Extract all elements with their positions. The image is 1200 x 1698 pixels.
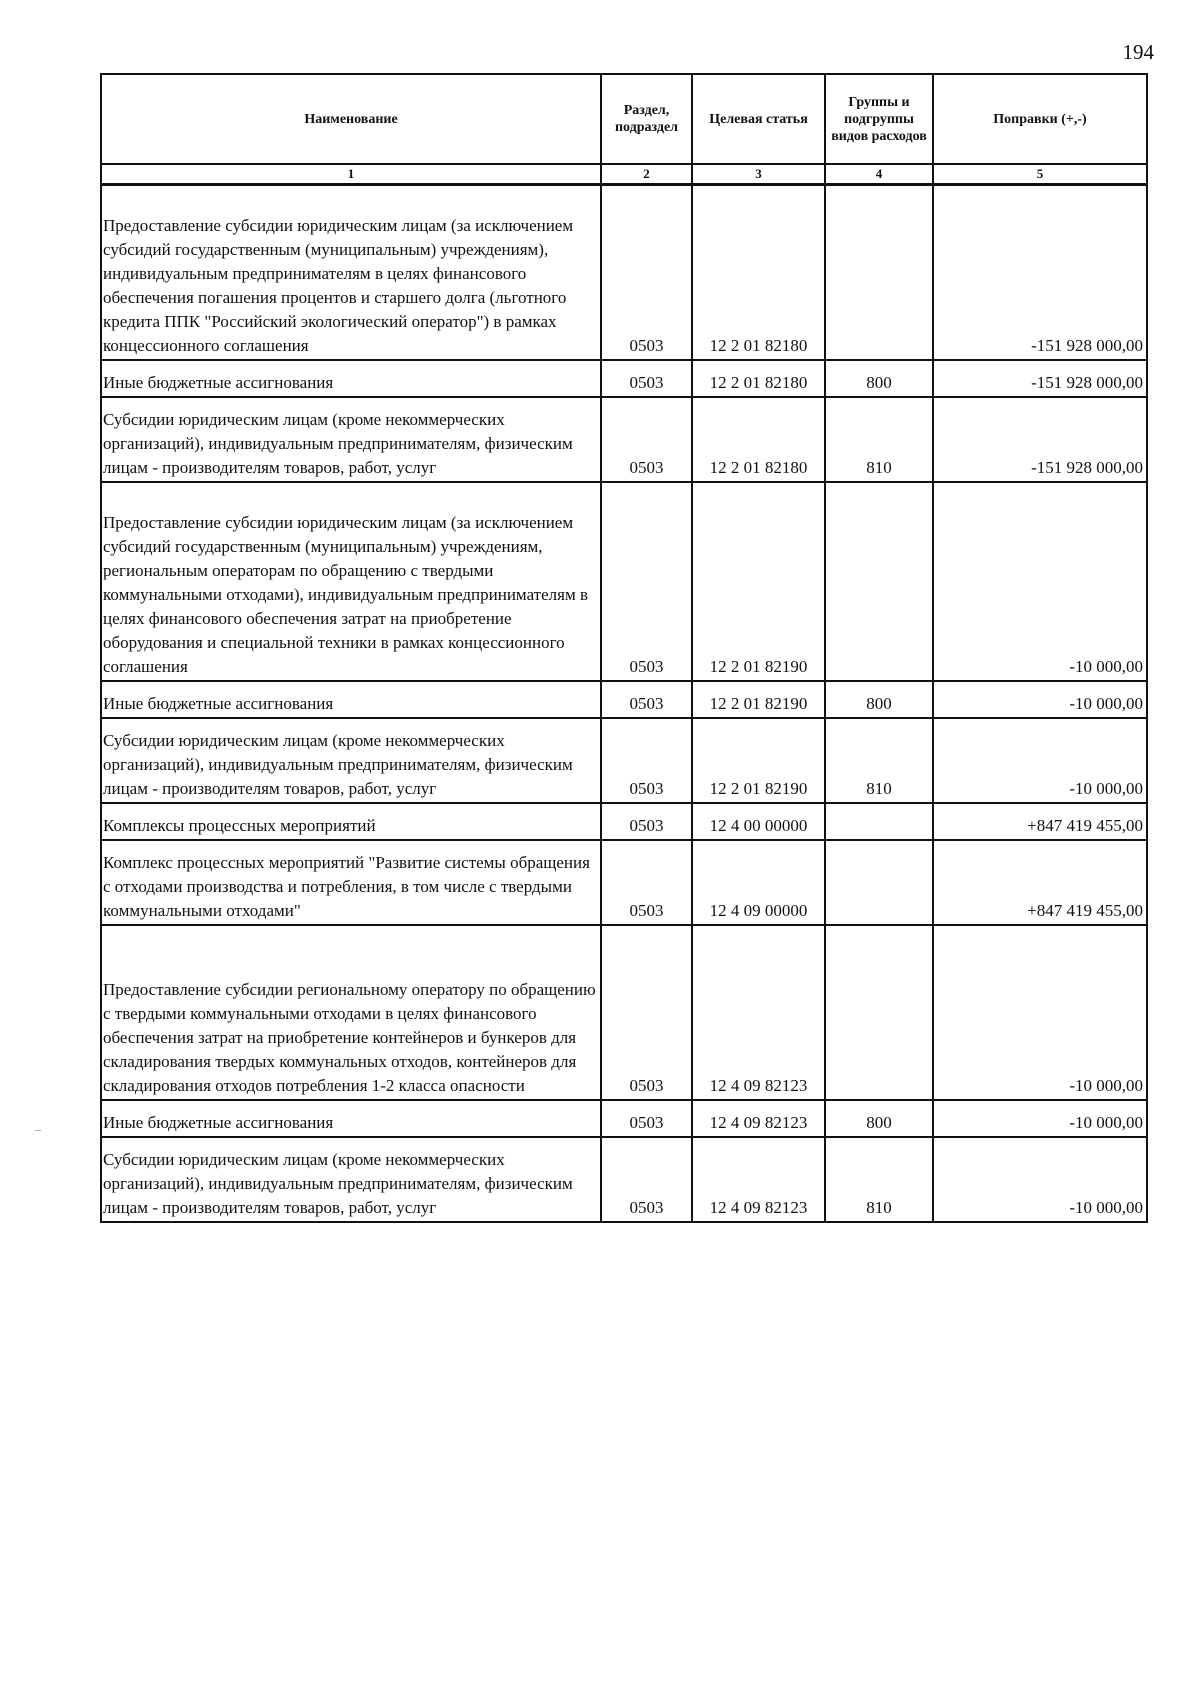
row-name: Предоставление субсидии юридическим лицам (за исключением субсидий государственным (муниципальным) учреждениям), индивидуальным предпринимателям в целях финансового обеспечения погашения процентов и старшего долга (льготного кредита ППК "Российский экологический оператор") в рамках концессионного соглашения	[101, 185, 601, 361]
table-row	[101, 925, 1147, 1100]
row-target: 12 2 01 82180	[692, 360, 825, 397]
row-name: Предоставление субсидии юридическим лицам (за исключением субсидий государственным (муниципальным) учреждениям, региональным операторам по обращению с твердыми коммунальными отходами), индивидуальным предпринимателям в целях финансового обеспечения затрат на приобретение оборудования и специальной техники в рамках концессионного соглашения	[101, 482, 601, 681]
row-amount: -10 000,00	[933, 1137, 1147, 1222]
row-section: 0503	[601, 397, 692, 482]
row-target: 12 2 01 82190	[692, 718, 825, 803]
row-section: 0503	[601, 925, 692, 1100]
table-row	[101, 803, 1147, 840]
table-row	[101, 1100, 1147, 1137]
table-row	[101, 482, 1147, 681]
row-target: 12 2 01 82180	[692, 185, 825, 361]
row-name: Иные бюджетные ассигнования	[101, 681, 601, 718]
row-section: 0503	[601, 840, 692, 925]
column-number: 2	[601, 164, 692, 185]
table-row	[101, 397, 1147, 482]
table-row	[101, 185, 1147, 361]
table-row	[101, 840, 1147, 925]
row-target: 12 4 09 82123	[692, 925, 825, 1100]
row-target: 12 4 09 82123	[692, 1100, 825, 1137]
row-amount: +847 419 455,00	[933, 803, 1147, 840]
table-row	[101, 1137, 1147, 1222]
table-row	[101, 360, 1147, 397]
row-name: Предоставление субсидии региональному оператору по обращению с твердыми коммунальными отходами в целях финансового обеспечения затрат на приобретение контейнеров и бункеров для складирования твердых коммунальных отходов, контейнеров для складирования отходов потребления 1-2 класса опасности	[101, 925, 601, 1100]
row-target: 12 2 01 82190	[692, 681, 825, 718]
header-row	[101, 74, 1147, 164]
row-group: 810	[825, 1137, 933, 1222]
row-amount: -151 928 000,00	[933, 360, 1147, 397]
row-name: Комплекс процессных мероприятий "Развитие системы обращения с отходами производства и потребления, в том числе с твердыми коммунальными отходами"	[101, 840, 601, 925]
header-amendments: Поправки (+,-)	[933, 74, 1147, 164]
row-section: 0503	[601, 360, 692, 397]
row-section: 0503	[601, 681, 692, 718]
row-name: Субсидии юридическим лицам (кроме некоммерческих организаций), индивидуальным предпринимателям, физическим лицам - производителям товаров, работ, услуг	[101, 1137, 601, 1222]
table-header	[101, 74, 1147, 185]
row-amount: -10 000,00	[933, 681, 1147, 718]
row-amount: -10 000,00	[933, 1100, 1147, 1137]
row-target: 12 4 09 00000	[692, 840, 825, 925]
row-section: 0503	[601, 482, 692, 681]
row-section: 0503	[601, 1137, 692, 1222]
row-amount: -151 928 000,00	[933, 397, 1147, 482]
row-group	[825, 925, 933, 1100]
table-row	[101, 681, 1147, 718]
row-group	[825, 840, 933, 925]
row-amount: -10 000,00	[933, 718, 1147, 803]
row-section: 0503	[601, 718, 692, 803]
row-name: Субсидии юридическим лицам (кроме некоммерческих организаций), индивидуальным предпринимателям, физическим лицам - производителям товаров, работ, услуг	[101, 397, 601, 482]
row-group: 800	[825, 681, 933, 718]
column-number: 3	[692, 164, 825, 185]
column-number: 5	[933, 164, 1147, 185]
row-amount: -10 000,00	[933, 925, 1147, 1100]
row-name: Иные бюджетные ассигнования	[101, 360, 601, 397]
scan-mark	[35, 1130, 41, 1131]
row-target: 12 2 01 82190	[692, 482, 825, 681]
budget-table	[100, 73, 1148, 1223]
row-group: 810	[825, 397, 933, 482]
row-group: 800	[825, 1100, 933, 1137]
row-group	[825, 803, 933, 840]
header-target: Целевая статья	[692, 74, 825, 164]
column-number-row	[101, 164, 1147, 185]
table-row	[101, 718, 1147, 803]
row-target: 12 2 01 82180	[692, 397, 825, 482]
row-group: 810	[825, 718, 933, 803]
row-section: 0503	[601, 185, 692, 361]
row-section: 0503	[601, 803, 692, 840]
page-number: 194	[1122, 40, 1154, 64]
row-target: 12 4 09 82123	[692, 1137, 825, 1222]
header-name: Наименование	[101, 74, 601, 164]
row-name: Иные бюджетные ассигнования	[101, 1100, 601, 1137]
header-section: Раздел, подраздел	[601, 74, 692, 164]
column-number: 1	[101, 164, 601, 185]
row-name: Субсидии юридическим лицам (кроме некоммерческих организаций), индивидуальным предпринимателям, физическим лицам - производителям товаров, работ, услуг	[101, 718, 601, 803]
row-section: 0503	[601, 1100, 692, 1137]
row-name: Комплексы процессных мероприятий	[101, 803, 601, 840]
row-group	[825, 482, 933, 681]
header-groups: Группы и подгруппы видов расходов	[825, 74, 933, 164]
row-group	[825, 185, 933, 361]
column-number: 4	[825, 164, 933, 185]
row-target: 12 4 00 00000	[692, 803, 825, 840]
row-amount: +847 419 455,00	[933, 840, 1147, 925]
row-amount: -10 000,00	[933, 482, 1147, 681]
table-body	[101, 185, 1147, 1223]
row-group: 800	[825, 360, 933, 397]
row-amount: -151 928 000,00	[933, 185, 1147, 361]
